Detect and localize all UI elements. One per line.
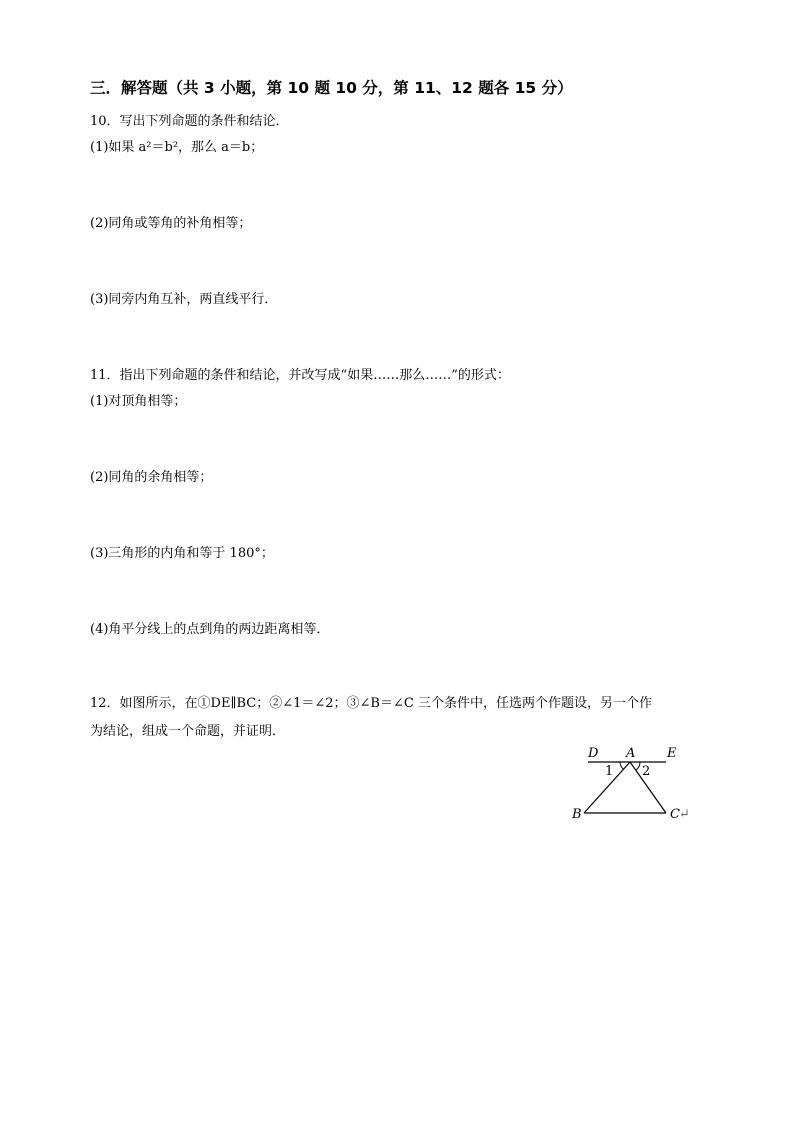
angle-2-arc [636, 762, 640, 770]
label-a: A [626, 746, 636, 761]
label-c: C [670, 807, 680, 822]
angle-1-arc [620, 762, 624, 769]
q11-stem: 11．指出下列命题的条件和结论，并改写成“如果……那么……”的形式： [90, 368, 510, 383]
label-e: E [667, 746, 677, 761]
label-angle-2: 2 [642, 764, 651, 779]
q10-item-2: (2)同角或等角的补角相等； [90, 216, 252, 231]
label-angle-1: 1 [605, 764, 614, 779]
triangle-figure [568, 744, 698, 824]
q11-item-4: (4)角平分线上的点到角的两边距离相等． [90, 622, 330, 637]
q12-stem-line-2: 为结论，组成一个命题，并证明． [90, 724, 286, 739]
label-d: D [588, 746, 599, 761]
q12-stem-line-1: 12．如图所示，在①DE∥BC；②∠1＝∠2；③∠B＝∠C 三个条件中，任选两个作题设，另一个作 [90, 696, 652, 711]
q11-item-1: (1)对顶角相等； [90, 394, 187, 409]
q10-item-1: (1)如果 a²＝b²，那么 a＝b； [90, 140, 264, 155]
section-title: 三．解答题（共 3 小题，第 10 题 10 分，第 11、12 题各 15 分） [90, 79, 573, 97]
q11-item-3: (3)三角形的内角和等于 180°； [90, 546, 274, 561]
q10-stem: 10．写出下列命题的条件和结论． [90, 114, 289, 129]
return-mark: ↵ [679, 807, 690, 822]
q11-item-2: (2)同角的余角相等； [90, 470, 213, 485]
label-b: B [572, 807, 582, 822]
q10-item-3: (3)同旁内角互补，两直线平行． [90, 292, 278, 307]
